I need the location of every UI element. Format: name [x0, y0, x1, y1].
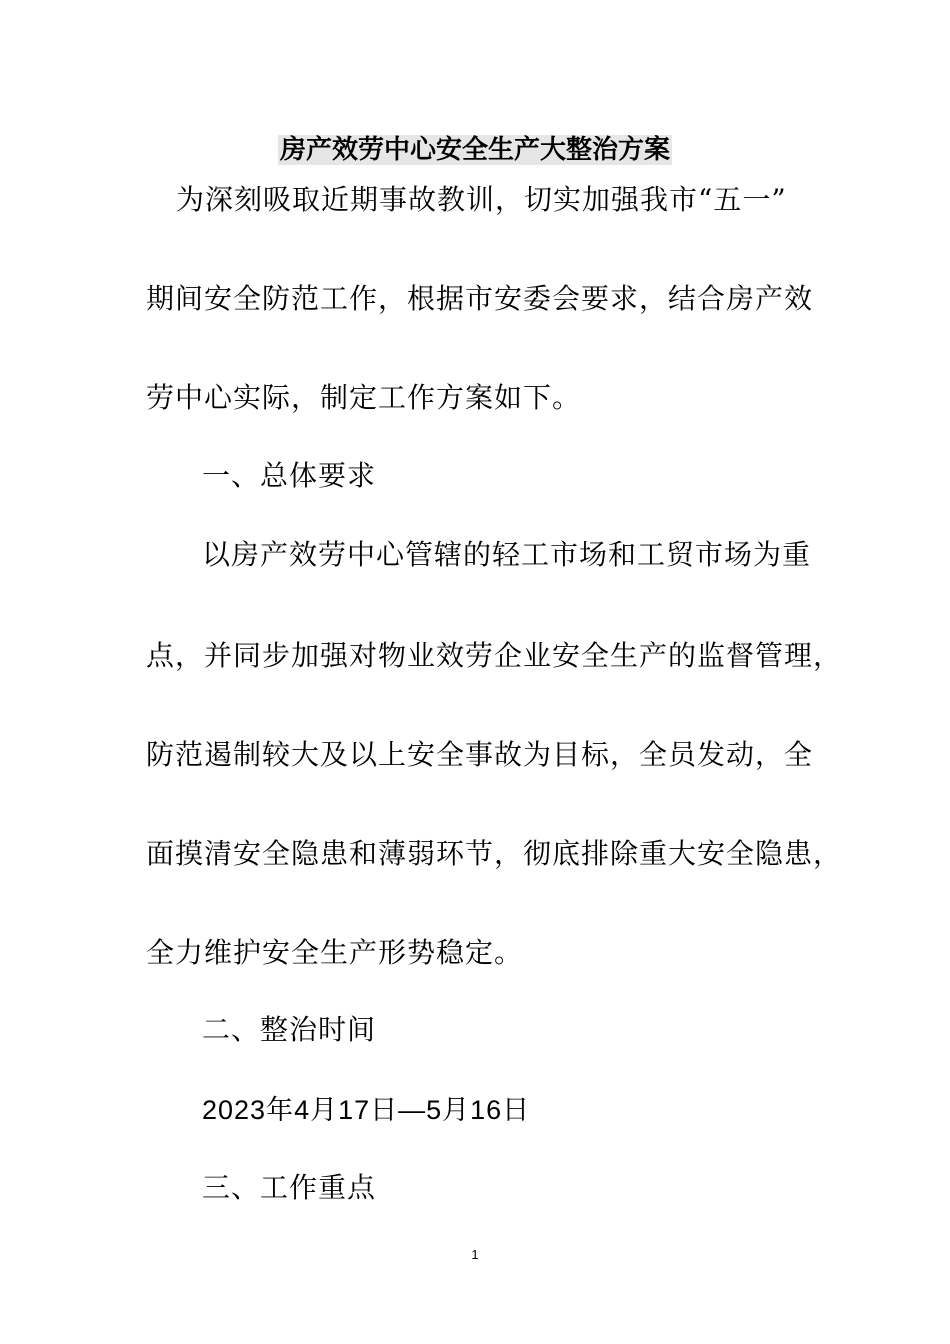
section1-line-3: 防范遏制较大及以上安全事故为目标，全员发动，全 — [146, 738, 814, 771]
section1-heading: 一、总体要求 — [202, 459, 377, 492]
section1-line-4: 面摸清安全隐患和薄弱环节，彻底排除重大安全隐患， — [146, 837, 843, 870]
intro-line-1: 为深刻吸取近期事故教训，切实加强我市“五一” — [176, 183, 787, 216]
section2-heading: 二、整治时间 — [202, 1013, 377, 1046]
title-text: 房产效劳中心安全生产大整治方案 — [279, 135, 670, 165]
document-title — [0, 132, 950, 168]
page-number: 1 — [471, 1247, 479, 1262]
section1-line-2: 点，并同步加强对物业效劳企业安全生产的监督管理， — [146, 639, 843, 672]
intro-line-2: 期间安全防范工作，根据市安委会要求，结合房产效 — [146, 282, 814, 315]
section3-heading: 三、工作重点 — [202, 1171, 377, 1204]
section1-line-1: 以房产效劳中心管辖的轻工市场和工贸市场为重 — [202, 538, 812, 571]
intro-line-3: 劳中心实际，制定工作方案如下。 — [146, 381, 582, 414]
section2-date: 2023年4月17日—5月16日 — [202, 1095, 531, 1125]
section1-line-5: 全力维护安全生产形势稳定。 — [146, 936, 524, 969]
